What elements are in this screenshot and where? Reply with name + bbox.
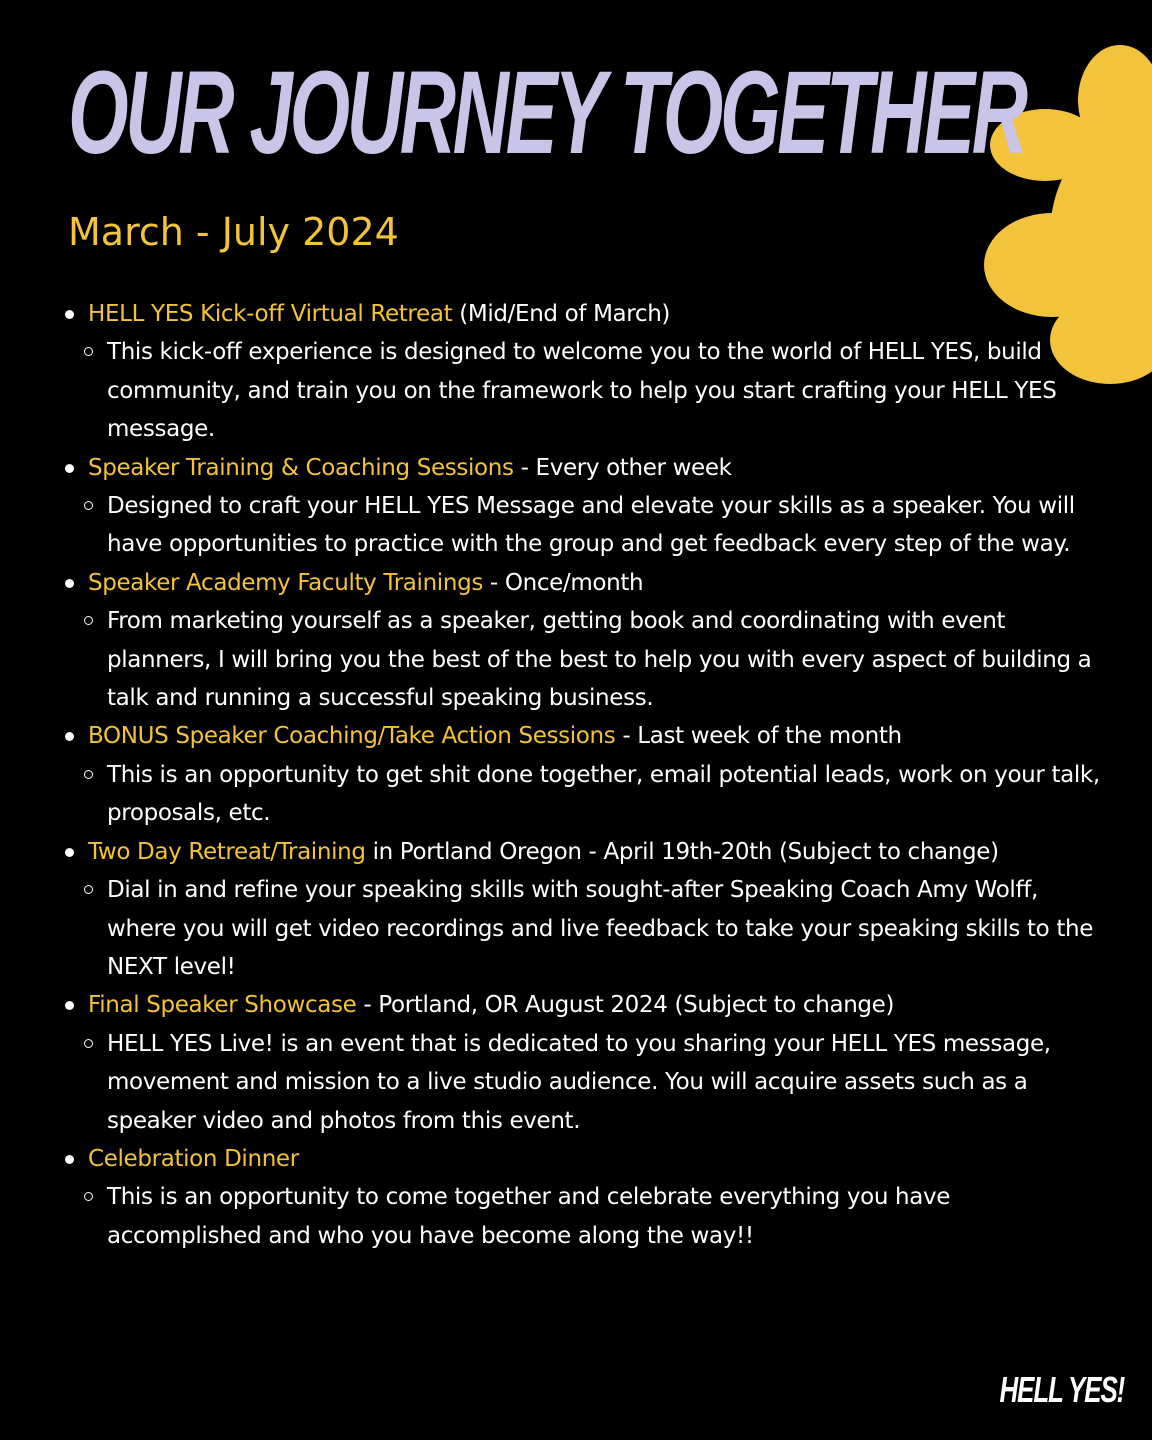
item-title: BONUS Speaker Coaching/Take Action Sessions	[88, 723, 616, 750]
item-detail: This kick-off experience is designed to welcome you to the world of HELL YES, build community, and train you on the framework to help you start crafting your HELL YES message.	[107, 339, 1057, 443]
bullet-icon	[65, 579, 74, 588]
item-detail: HELL YES Live! is an event that is dedicated to you sharing your HELL YES message, movement and mission to a live studio audience. You will acquire assets such as a speaker video and photos from this event.	[107, 1030, 1051, 1134]
list-item-detail	[107, 871, 1120, 986]
list-item-detail	[107, 1178, 1120, 1255]
list-item-detail	[107, 487, 1120, 564]
list-item	[60, 295, 1120, 333]
list-item	[60, 986, 1120, 1024]
bullet-icon	[65, 1155, 74, 1164]
bullet-icon	[65, 848, 74, 857]
sub-bullet-icon	[84, 1039, 93, 1048]
bullet-icon	[65, 464, 74, 473]
sub-bullet-icon	[84, 616, 93, 625]
item-title: Speaker Training & Coaching Sessions	[88, 454, 514, 481]
bullet-icon	[65, 1001, 74, 1010]
item-detail: This is an opportunity to get shit done together, email potential leads, work on your talk, proposals, etc.	[107, 761, 1100, 827]
list-item-detail	[107, 602, 1120, 717]
list-item	[60, 1140, 1120, 1178]
item-detail: Designed to craft your HELL YES Message and elevate your skills as a speaker. You will have opportunities to practice with the group and get feedback every step of the way.	[107, 493, 1075, 558]
journey-list	[60, 295, 1120, 1255]
item-timing: in Portland Oregon - April 19th-20th (Subject to change)	[365, 838, 999, 865]
item-timing: - Every other week	[513, 454, 732, 481]
item-title: Celebration Dinner	[88, 1145, 299, 1172]
list-item	[60, 833, 1120, 871]
date-range-subtitle: March - July 2024	[68, 210, 399, 254]
item-timing: (Mid/End of March)	[452, 301, 671, 327]
sub-bullet-icon	[84, 501, 93, 510]
item-timing: - Last week of the month	[615, 723, 902, 750]
item-detail: Dial in and refine your speaking skills with sought-after Speaking Coach Amy Wolff, where you will get video recordings and live feedback to take your speaking skills to the NEXT level!	[107, 877, 1094, 980]
sub-bullet-icon	[84, 1192, 93, 1201]
item-title: Final Speaker Showcase	[88, 992, 357, 1019]
list-item-detail	[107, 756, 1120, 833]
sub-bullet-icon	[84, 885, 93, 894]
item-title: Two Day Retreat/Training	[88, 838, 366, 865]
item-title: HELL YES Kick-off Virtual Retreat	[88, 301, 453, 327]
brand-logo: HELL YES!	[999, 1369, 1124, 1410]
list-item-detail	[107, 1025, 1120, 1140]
bullet-icon	[65, 310, 74, 319]
bullet-icon	[65, 732, 74, 741]
list-item	[60, 717, 1120, 755]
page-title: OUR JOURNEY TOGETHER	[68, 47, 1025, 179]
item-timing: - Portland, OR August 2024 (Subject to change)	[356, 992, 895, 1019]
item-title: Speaker Academy Faculty Trainings	[88, 569, 483, 596]
list-item	[60, 449, 1120, 487]
sub-bullet-icon	[84, 770, 93, 779]
item-timing: - Once/month	[482, 569, 644, 596]
item-detail: This is an opportunity to come together and celebrate everything you have accomplished and who you have become along the way!!	[107, 1184, 951, 1249]
sub-bullet-icon	[84, 347, 93, 356]
list-item-detail	[107, 333, 1120, 448]
item-detail: From marketing yourself as a speaker, getting book and coordinating with event planners, I will bring you the best of the best to help you with every aspect of building a talk and running a successful speaking business.	[107, 608, 1092, 712]
list-item	[60, 564, 1120, 602]
